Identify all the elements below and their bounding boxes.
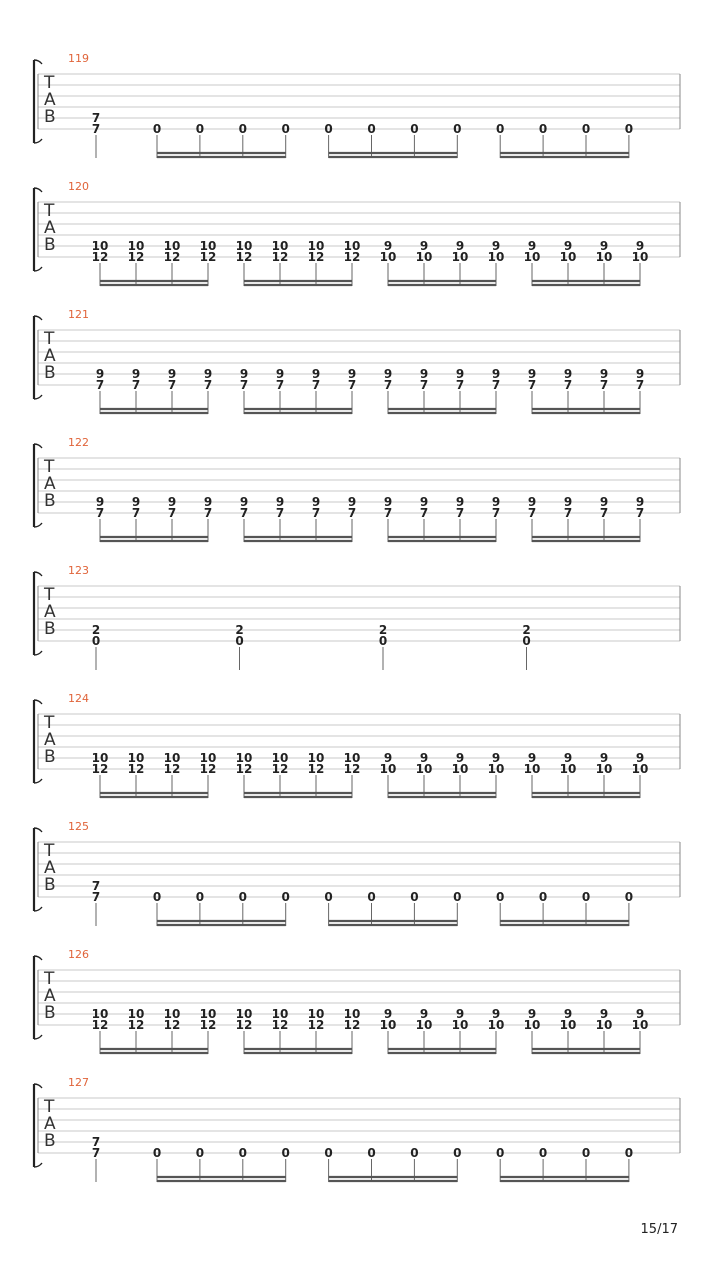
fret-number: 10 <box>595 762 613 776</box>
fret-number: 7 <box>91 1135 101 1149</box>
measure-number: 126 <box>68 948 89 961</box>
fret-number: 10 <box>199 1007 217 1021</box>
fret-number: 9 <box>95 495 105 509</box>
bracket-hook-bottom <box>34 1163 42 1167</box>
tab-clef-letter: T <box>44 457 55 477</box>
fret-number: 12 <box>343 250 361 264</box>
fret-number: 9 <box>203 367 213 381</box>
fret-number: 9 <box>239 367 249 381</box>
fret-number: 9 <box>95 367 105 381</box>
fret-number: 7 <box>635 506 645 520</box>
fret-number: 0 <box>624 122 634 136</box>
tab-clef-letter: B <box>44 875 56 895</box>
fret-number: 12 <box>91 1018 109 1032</box>
fret-number: 10 <box>163 751 181 765</box>
fret-number: 0 <box>496 890 505 904</box>
bracket-hook-top <box>34 444 42 448</box>
fret-number: 12 <box>127 1018 145 1032</box>
fret-number: 12 <box>163 250 181 264</box>
fret-number: 10 <box>451 762 469 776</box>
tab-clef-letter: A <box>44 218 56 238</box>
fret-number: 9 <box>635 239 645 253</box>
fret-number: 7 <box>239 506 249 520</box>
fret-number: 7 <box>131 378 141 392</box>
bracket-hook-bottom <box>34 139 42 143</box>
tab-system <box>34 180 680 286</box>
tab-system <box>34 692 680 798</box>
fret-number: 0 <box>624 1146 634 1160</box>
fret-number: 9 <box>347 495 357 509</box>
fret-number: 10 <box>235 751 253 765</box>
fret-number: 7 <box>635 378 645 392</box>
fret-number: 9 <box>167 367 177 381</box>
fret-number: 0 <box>581 890 591 904</box>
tab-clef-letter: A <box>44 474 56 494</box>
fret-number: 2 <box>378 623 388 637</box>
tab-clef-letter: B <box>44 235 56 255</box>
fret-number: 7 <box>95 506 105 520</box>
tab-system <box>34 948 680 1054</box>
fret-number: 10 <box>307 751 325 765</box>
fret-number: 9 <box>419 1007 429 1021</box>
fret-number: 10 <box>487 1018 505 1032</box>
fret-number: 0 <box>496 1146 505 1160</box>
fret-number: 10 <box>559 1018 577 1032</box>
fret-number: 9 <box>635 495 645 509</box>
fret-number: 9 <box>455 239 465 253</box>
tab-clef-letter: B <box>44 747 56 767</box>
bracket-hook-top <box>34 60 42 64</box>
fret-number: 12 <box>343 1018 361 1032</box>
fret-number: 10 <box>91 1007 109 1021</box>
tab-clef-letter: B <box>44 107 56 127</box>
fret-number: 9 <box>419 751 429 765</box>
fret-number: 0 <box>324 890 333 904</box>
bracket-hook-top <box>34 1084 42 1088</box>
fret-number: 9 <box>419 495 429 509</box>
fret-number: 9 <box>599 239 609 253</box>
fret-number: 7 <box>239 378 249 392</box>
fret-number: 0 <box>238 122 247 136</box>
fret-number: 0 <box>281 1146 290 1160</box>
fret-number: 9 <box>635 751 645 765</box>
bracket-hook-bottom <box>34 907 42 911</box>
fret-number: 0 <box>281 122 290 136</box>
tab-clef-letter: T <box>44 585 55 605</box>
fret-number: 0 <box>522 634 531 648</box>
fret-number: 0 <box>152 1146 162 1160</box>
fret-number: 10 <box>631 1018 649 1032</box>
fret-number: 10 <box>631 250 649 264</box>
fret-number: 9 <box>527 367 537 381</box>
fret-number: 10 <box>523 762 541 776</box>
bracket-hook-top <box>34 956 42 960</box>
fret-number: 9 <box>275 495 285 509</box>
fret-number: 7 <box>91 1146 101 1160</box>
fret-number: 9 <box>455 751 465 765</box>
tab-clef-letter: B <box>44 363 56 383</box>
fret-number: 0 <box>453 890 462 904</box>
fret-number: 10 <box>343 239 361 253</box>
fret-number: 10 <box>487 762 505 776</box>
bracket-hook-top <box>34 700 42 704</box>
fret-number: 9 <box>131 367 141 381</box>
fret-number: 10 <box>451 1018 469 1032</box>
fret-number: 9 <box>167 495 177 509</box>
fret-number: 10 <box>559 762 577 776</box>
tab-clef-letter: B <box>44 1131 56 1151</box>
fret-number: 0 <box>367 890 376 904</box>
fret-number: 9 <box>383 367 393 381</box>
fret-number: 9 <box>599 751 609 765</box>
fret-number: 12 <box>307 762 325 776</box>
fret-number: 10 <box>163 1007 181 1021</box>
fret-number: 9 <box>419 367 429 381</box>
fret-number: 7 <box>95 378 105 392</box>
fret-number: 10 <box>379 1018 397 1032</box>
fret-number: 0 <box>281 890 290 904</box>
fret-number: 10 <box>415 250 433 264</box>
fret-number: 7 <box>347 506 357 520</box>
fret-number: 12 <box>235 250 253 264</box>
tab-clef-letter: B <box>44 491 56 511</box>
fret-number: 12 <box>127 762 145 776</box>
fret-number: 7 <box>167 506 177 520</box>
tab-clef-letter: A <box>44 858 56 878</box>
fret-number: 12 <box>307 1018 325 1032</box>
fret-number: 0 <box>538 122 548 136</box>
fret-number: 12 <box>307 250 325 264</box>
fret-number: 9 <box>491 367 501 381</box>
fret-number: 12 <box>271 250 289 264</box>
fret-number: 7 <box>91 890 101 904</box>
page-number: 15/17 <box>640 1222 678 1237</box>
tab-clef-letter: A <box>44 346 56 366</box>
fret-number: 7 <box>383 378 393 392</box>
fret-number: 0 <box>367 122 376 136</box>
fret-number: 12 <box>163 1018 181 1032</box>
fret-number: 10 <box>415 762 433 776</box>
fret-number: 10 <box>307 1007 325 1021</box>
fret-number: 0 <box>324 1146 333 1160</box>
fret-number: 9 <box>527 1007 537 1021</box>
fret-number: 9 <box>383 239 393 253</box>
fret-number: 0 <box>367 1146 376 1160</box>
fret-number: 2 <box>235 623 244 637</box>
bracket-hook-bottom <box>34 523 42 527</box>
tab-system <box>34 436 680 542</box>
tab-clef-letter: A <box>44 90 56 110</box>
fret-number: 9 <box>563 751 573 765</box>
fret-number: 2 <box>91 623 101 637</box>
fret-number: 9 <box>491 239 501 253</box>
tab-clef-letter: T <box>44 73 55 93</box>
fret-number: 0 <box>195 1146 205 1160</box>
fret-number: 12 <box>271 1018 289 1032</box>
fret-number: 9 <box>563 367 573 381</box>
fret-number: 0 <box>152 122 162 136</box>
fret-number: 7 <box>491 506 501 520</box>
fret-number: 12 <box>271 762 289 776</box>
fret-number: 9 <box>347 367 357 381</box>
fret-number: 10 <box>271 1007 289 1021</box>
fret-number: 10 <box>451 250 469 264</box>
fret-number: 0 <box>91 634 101 648</box>
fret-number: 9 <box>383 495 393 509</box>
fret-number: 10 <box>523 1018 541 1032</box>
fret-number: 10 <box>559 250 577 264</box>
tab-system <box>34 820 680 926</box>
tab-clef-letter: T <box>44 969 55 989</box>
fret-number: 7 <box>419 378 429 392</box>
fret-number: 0 <box>410 1146 419 1160</box>
fret-number: 12 <box>199 250 217 264</box>
tab-clef-letter: T <box>44 1097 55 1117</box>
fret-number: 10 <box>631 762 649 776</box>
fret-number: 7 <box>455 378 465 392</box>
fret-number: 9 <box>455 367 465 381</box>
fret-number: 9 <box>599 1007 609 1021</box>
fret-number: 9 <box>599 495 609 509</box>
fret-number: 7 <box>563 378 573 392</box>
tab-system <box>34 308 680 414</box>
fret-number: 9 <box>491 751 501 765</box>
fret-number: 0 <box>410 890 419 904</box>
fret-number: 10 <box>379 762 397 776</box>
bracket-hook-bottom <box>34 779 42 783</box>
fret-number: 7 <box>167 378 177 392</box>
fret-number: 10 <box>343 751 361 765</box>
fret-number: 10 <box>163 239 181 253</box>
fret-number: 9 <box>527 495 537 509</box>
fret-number: 9 <box>131 495 141 509</box>
tab-clef-letter: A <box>44 730 56 750</box>
measure-number: 119 <box>68 52 89 65</box>
fret-number: 0 <box>238 890 247 904</box>
tab-clef-letter: B <box>44 1003 56 1023</box>
fret-number: 7 <box>455 506 465 520</box>
fret-number: 10 <box>127 751 145 765</box>
fret-number: 10 <box>235 239 253 253</box>
fret-number: 7 <box>491 378 501 392</box>
measure-number: 125 <box>68 820 89 833</box>
fret-number: 12 <box>199 762 217 776</box>
tab-clef-letter: T <box>44 841 55 861</box>
measure-number: 121 <box>68 308 89 321</box>
fret-number: 0 <box>624 890 634 904</box>
bracket-hook-top <box>34 316 42 320</box>
fret-number: 0 <box>410 122 419 136</box>
measure-number: 122 <box>68 436 89 449</box>
fret-number: 9 <box>311 367 321 381</box>
fret-number: 10 <box>271 239 289 253</box>
tab-system <box>34 564 680 670</box>
fret-number: 10 <box>127 1007 145 1021</box>
fret-number: 0 <box>238 1146 247 1160</box>
fret-number: 9 <box>275 367 285 381</box>
fret-number: 0 <box>538 890 548 904</box>
fret-number: 10 <box>91 751 109 765</box>
fret-number: 12 <box>235 762 253 776</box>
fret-number: 9 <box>635 367 645 381</box>
fret-number: 0 <box>152 890 162 904</box>
fret-number: 12 <box>163 762 181 776</box>
fret-number: 10 <box>595 1018 613 1032</box>
fret-number: 7 <box>527 378 537 392</box>
fret-number: 7 <box>91 879 101 893</box>
fret-number: 7 <box>91 111 101 125</box>
fret-number: 10 <box>343 1007 361 1021</box>
fret-number: 7 <box>131 506 141 520</box>
fret-number: 2 <box>522 623 531 637</box>
fret-number: 0 <box>324 122 333 136</box>
fret-number: 10 <box>415 1018 433 1032</box>
fret-number: 10 <box>91 239 109 253</box>
measure-number: 127 <box>68 1076 89 1089</box>
fret-number: 9 <box>311 495 321 509</box>
fret-number: 10 <box>199 751 217 765</box>
fret-number: 7 <box>203 506 213 520</box>
measure-number: 124 <box>68 692 89 705</box>
tab-system <box>34 52 680 158</box>
fret-number: 7 <box>91 122 101 136</box>
fret-number: 7 <box>311 506 321 520</box>
fret-number: 0 <box>378 634 388 648</box>
fret-number: 7 <box>275 506 285 520</box>
fret-number: 0 <box>195 122 205 136</box>
tab-clef-letter: A <box>44 1114 56 1134</box>
fret-number: 0 <box>453 1146 462 1160</box>
fret-number: 0 <box>235 634 244 648</box>
fret-number: 9 <box>239 495 249 509</box>
fret-number: 9 <box>491 1007 501 1021</box>
fret-number: 7 <box>599 506 609 520</box>
measure-number: 123 <box>68 564 89 577</box>
fret-number: 10 <box>487 250 505 264</box>
fret-number: 12 <box>199 1018 217 1032</box>
fret-number: 0 <box>581 122 591 136</box>
fret-number: 7 <box>527 506 537 520</box>
fret-number: 12 <box>127 250 145 264</box>
fret-number: 7 <box>347 378 357 392</box>
fret-number: 9 <box>491 495 501 509</box>
tab-clef-letter: A <box>44 602 56 622</box>
fret-number: 0 <box>496 122 505 136</box>
bracket-hook-bottom <box>34 267 42 271</box>
tab-clef-letter: B <box>44 619 56 639</box>
fret-number: 9 <box>635 1007 645 1021</box>
tab-clef-letter: T <box>44 329 55 349</box>
fret-number: 7 <box>275 378 285 392</box>
bracket-hook-top <box>34 828 42 832</box>
fret-number: 9 <box>455 495 465 509</box>
fret-number: 12 <box>91 250 109 264</box>
bracket-hook-bottom <box>34 1035 42 1039</box>
bracket-hook-top <box>34 572 42 576</box>
fret-number: 9 <box>203 495 213 509</box>
fret-number: 10 <box>235 1007 253 1021</box>
fret-number: 0 <box>581 1146 591 1160</box>
fret-number: 9 <box>527 751 537 765</box>
fret-number: 7 <box>599 378 609 392</box>
tab-clef-letter: T <box>44 201 55 221</box>
fret-number: 10 <box>595 250 613 264</box>
fret-number: 0 <box>538 1146 548 1160</box>
fret-number: 9 <box>563 495 573 509</box>
fret-number: 10 <box>307 239 325 253</box>
tab-clef-letter: T <box>44 713 55 733</box>
bracket-hook-bottom <box>34 651 42 655</box>
fret-number: 9 <box>527 239 537 253</box>
bracket-hook-top <box>34 188 42 192</box>
measure-number: 120 <box>68 180 89 193</box>
fret-number: 0 <box>453 122 462 136</box>
fret-number: 9 <box>563 239 573 253</box>
fret-number: 10 <box>271 751 289 765</box>
fret-number: 10 <box>199 239 217 253</box>
fret-number: 12 <box>343 762 361 776</box>
fret-number: 7 <box>419 506 429 520</box>
fret-number: 7 <box>383 506 393 520</box>
fret-number: 9 <box>563 1007 573 1021</box>
fret-number: 7 <box>311 378 321 392</box>
fret-number: 9 <box>599 367 609 381</box>
tab-clef-letter: A <box>44 986 56 1006</box>
fret-number: 10 <box>127 239 145 253</box>
fret-number: 9 <box>455 1007 465 1021</box>
fret-number: 9 <box>383 1007 393 1021</box>
fret-number: 10 <box>379 250 397 264</box>
fret-number: 10 <box>523 250 541 264</box>
fret-number: 7 <box>203 378 213 392</box>
fret-number: 7 <box>563 506 573 520</box>
tab-system <box>34 1076 680 1182</box>
fret-number: 12 <box>235 1018 253 1032</box>
bracket-hook-bottom <box>34 395 42 399</box>
fret-number: 0 <box>195 890 205 904</box>
fret-number: 12 <box>91 762 109 776</box>
fret-number: 9 <box>383 751 393 765</box>
fret-number: 9 <box>419 239 429 253</box>
